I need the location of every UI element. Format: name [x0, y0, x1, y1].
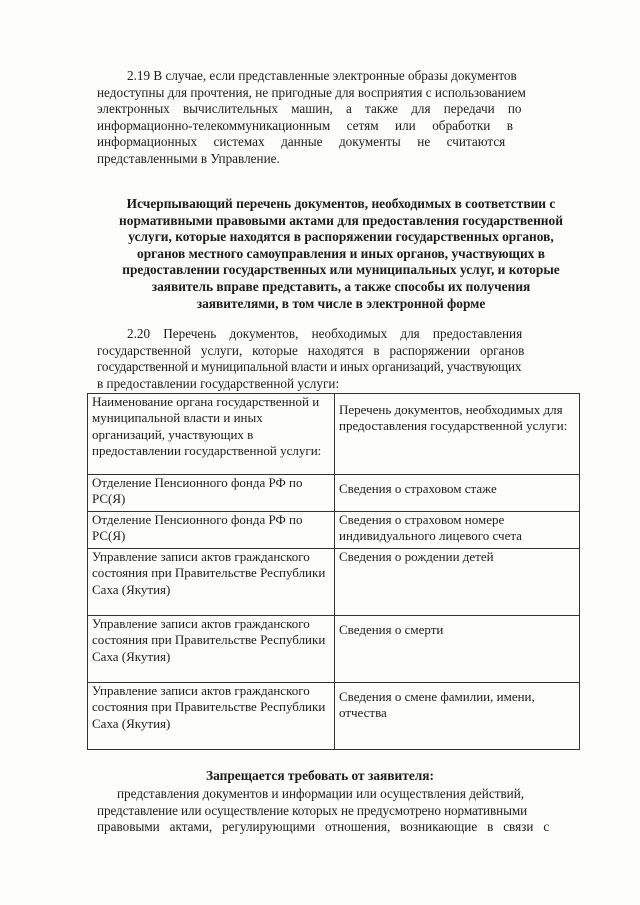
section-heading: [90, 196, 592, 312]
forbidden-paragraph: [97, 786, 584, 836]
table-row: [88, 683, 580, 750]
text-line: представленными в Управление.: [97, 150, 280, 166]
text-line: в предоставлении государственной услуги:: [97, 375, 340, 391]
cell-organ: Управление записи актов гражданского состояния при Правительстве Республики Саха (Якутия): [88, 549, 335, 616]
cell-document: Сведения о рождении детей: [335, 549, 580, 616]
table-header-row: [88, 394, 580, 475]
text-line: недоступны для прочтения, не пригодные для восприятия с использованием: [97, 84, 526, 100]
heading-line: органов местного самоуправления и иных органов, участвующих в: [137, 245, 545, 261]
cell-document: Сведения о страховом стаже: [335, 475, 580, 512]
documents-table: [87, 393, 580, 750]
cell-organ: Отделение Пенсионного фонда РФ по РС(Я): [88, 512, 335, 549]
header-organ: Наименование органа государственной и муниципальной власти и иных организаций, участвующих в предоставлении государственной услуги:: [88, 394, 335, 475]
text-line: информационных системах данные документы не считаются: [97, 134, 506, 150]
heading-line: предоставлении государственных или муниципальных услуг, и которые: [122, 262, 560, 278]
text-line: 2.20 Перечень документов, необходимых для предоставления: [127, 326, 523, 341]
text-line: государственной услуги, которые находятся в распоряжении органов: [97, 342, 525, 358]
cell-organ: Управление записи актов гражданского состояния при Правительстве Республики Саха (Якутия): [88, 616, 335, 683]
paragraph-2-20: [97, 326, 584, 392]
text-line: представление или осуществление которых не предусмотрено нормативными: [97, 802, 528, 818]
forbidden-title: Запрещается требовать от заявителя:: [206, 768, 434, 783]
heading-line: заявитель вправе представить, а также способы их получения: [151, 278, 531, 294]
cell-document: Сведения о страховом номере индивидуального лицевого счета: [335, 512, 580, 549]
cell-organ: Управление записи актов гражданского состояния при Правительстве Республики Саха (Якутия): [88, 683, 335, 750]
header-documents: Перечень документов, необходимых для предоставления государственной услуги:: [335, 394, 580, 475]
text-line: электронных вычислительных машин, а также для передачи по: [97, 101, 522, 117]
heading-line: нормативными правовыми актами для предоставления государственной: [119, 212, 563, 228]
table-row: [88, 512, 580, 549]
cell-document: Сведения о смерти: [335, 616, 580, 683]
text-line: правовыми актами, регулирующими отношения, возникающие в связи с: [97, 819, 550, 835]
heading-line: услуги, которые находятся в распоряжении государственных органов,: [128, 229, 554, 245]
table-row: [88, 549, 580, 616]
table-row: [88, 616, 580, 683]
heading-line: заявителями, в том числе в электронной форме: [196, 295, 486, 311]
paragraph-2-19: [97, 68, 584, 168]
text-line: представления документов и информации или осуществления действий,: [117, 786, 525, 801]
text-line: государственной и муниципальной власти и иных организаций, участвующих: [97, 359, 522, 375]
text-line: информационно-телекоммуникационным сетям или обработки в: [97, 117, 514, 133]
cell-document: Сведения о смене фамилии, имени, отчества: [335, 683, 580, 750]
table-row: [88, 475, 580, 512]
text-line: 2.19 В случае, если представленные электронные образы документов: [127, 68, 517, 83]
cell-organ: Отделение Пенсионного фонда РФ по РС(Я): [88, 475, 335, 512]
heading-line: Исчерпывающий перечень документов, необходимых в соответствии с: [126, 196, 556, 211]
